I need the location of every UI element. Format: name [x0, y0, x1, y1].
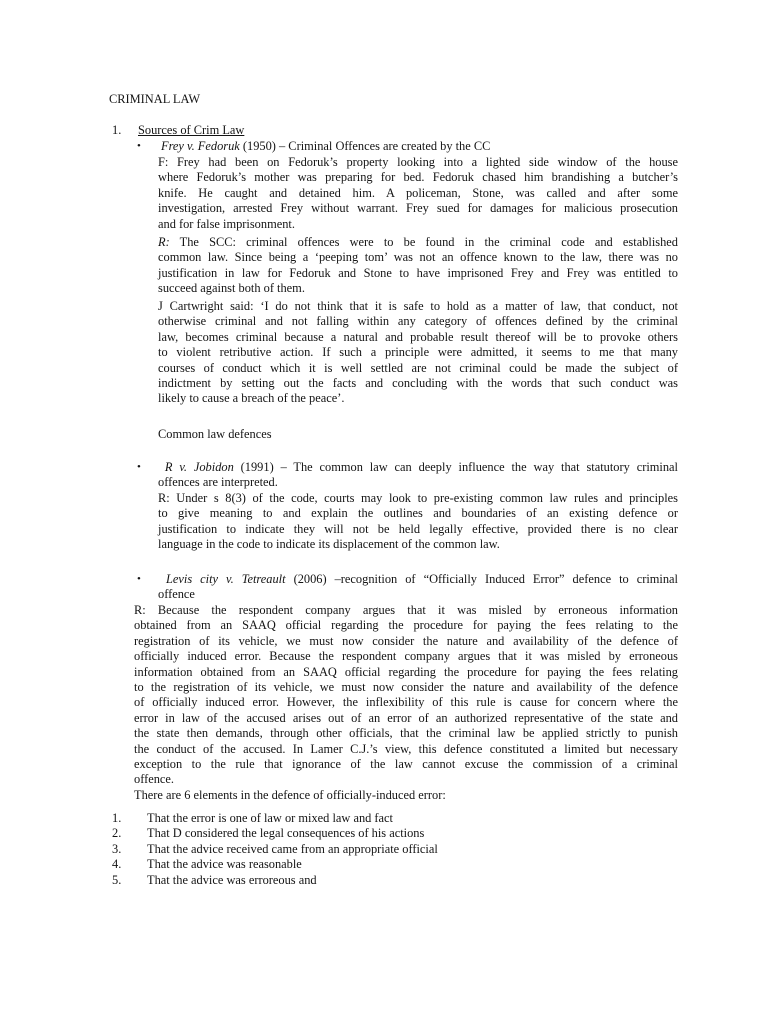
text-line: obtained from an SAAQ official regarding the procedure for paying the fees relating to the — [134, 618, 678, 633]
text-line: J Cartwright said: ‘I do not think that it is safe to hold as a matter of law, that conduct, not — [158, 299, 678, 313]
text-line: to violent retributive action. If such a principle were admitted, it seems to me that many — [158, 345, 678, 360]
text-line: and for false imprisonment. — [158, 216, 295, 231]
text-line: investigation, arrested Frey without warrant. Frey sued for damages for malicious prosecution — [158, 201, 678, 216]
text-line: offence. — [134, 772, 175, 787]
text-line: language in the code to indicate its displacement of the common law. — [158, 537, 500, 552]
bullet-icon: • — [137, 140, 141, 152]
list-item-text: That D considered the legal consequences of his actions — [147, 826, 425, 840]
list-item-text: That the advice was erroreous and — [147, 873, 317, 887]
case-name: R v. Jobidon — [164, 460, 234, 474]
list-item-text: That the advice received came from an appropriate official — [147, 842, 438, 856]
text-line: R: Under s 8(3) of the code, courts may look to pre-existing common law rules and principles — [158, 490, 678, 505]
text-line: of officially induced error. However, the inflexibility of this rule is cause for concern where the — [134, 695, 678, 710]
text-line: justification to indicate they will not be held legally effective, provided there is no clear — [158, 521, 678, 536]
levis-ruling-paragraph — [134, 603, 678, 803]
text-line: error in law of the accused arises out of an error of an authorized representative of the state and — [134, 710, 678, 725]
text-line: R: Because the respondent company argues that it was misled by erroneous information — [134, 603, 678, 617]
case-block-jobidon — [158, 460, 678, 552]
text-line: succeed against both of them. — [158, 281, 305, 296]
text-line: to the registration of its vehicle, we must now consider the nature and availability of the defence — [134, 680, 678, 695]
list-item-number: 1. — [112, 811, 122, 825]
case-block-levis — [158, 572, 678, 603]
case-heading-frey — [161, 139, 490, 154]
case-summary: (1950) – Criminal Offences are created by the CC — [239, 139, 491, 153]
text-line: the state then demands, through other officials, that the criminal law be applied strictly to punish — [134, 726, 678, 741]
text-line: F: Frey had been on Fedoruk’s property looking into a lighted side window of the house — [158, 155, 678, 169]
text-line: indictment by setting out the facts and concluding with the words that such conduct was — [158, 376, 678, 391]
case-name: Levis city v. Tetreault — [166, 572, 286, 586]
text-line: likely to cause a breach of the peace’. — [158, 391, 345, 406]
text-line: law, becomes criminal because a natural and probable result thereof will be to provoke others — [158, 329, 678, 344]
case-summary: (2006) –recognition of “Officially Induced Error” defence to criminal — [285, 572, 678, 586]
list-item-text: That the error is one of law or mixed law and fact — [147, 811, 393, 825]
document-title: CRIMINAL LAW — [109, 92, 201, 106]
list-item-number: 3. — [112, 842, 122, 856]
section-title: Sources of Crim Law — [138, 123, 245, 137]
case-summary: (1991) – The common law can deeply influence the way that statutory criminal — [233, 460, 678, 474]
text-line: officially induced error. Because the respondent company argues that it was misled by erroneous — [134, 649, 678, 664]
bullet-icon: • — [137, 573, 141, 585]
text-line: exception to the rule that ignorance of the law cannot excuse the commission of a criminal — [134, 757, 678, 772]
list-item-number: 4. — [112, 857, 122, 871]
subheading-common-law-defences: Common law defences — [158, 427, 272, 441]
ruling-label: R: — [158, 235, 170, 249]
text-line: offences are interpreted. — [158, 475, 278, 490]
list-item-text: That the advice was reasonable — [147, 857, 302, 871]
section-number: 1. — [112, 123, 122, 137]
text-line: registration of its vehicle, we must now consider the nature and availability of the defence of — [134, 633, 678, 648]
text-line: courses of conduct which it is well settled are not criminal could be made the subject of — [158, 360, 678, 375]
text-line: common law. Since being a ‘peeping tom’ was not an offence known to the law, there was no — [158, 250, 678, 265]
text-line: offence — [158, 587, 195, 602]
text-line: the conduct of the accused. In Lamer C.J.’s view, this defence constituted a limited but necessary — [134, 741, 678, 756]
text-line: information obtained from an SAAQ official regarding the procedure for paying the fees relating — [134, 664, 678, 679]
case-heading-levis — [158, 572, 678, 587]
ruling-text: The SCC: criminal offences were to be found in the criminal code and established — [169, 235, 678, 249]
text-line: otherwise criminal and not falling within any category of offences defined by the criminal — [158, 314, 678, 329]
text-line: justification in law for Fedoruk and Stone to have imprisoned Frey and Frey was entitled to — [158, 265, 678, 280]
ruling-paragraph — [158, 235, 678, 297]
text-line: where Fedoruk’s mother was preparing for bed. Fedoruk chased him brandishing a butcher’s — [158, 170, 678, 185]
elements-intro: There are 6 elements in the defence of officially-induced error: — [134, 787, 446, 802]
case-name: Frey v. Fedoruk — [161, 139, 240, 153]
text-line — [158, 235, 678, 250]
case-heading-jobidon — [158, 460, 678, 475]
text-line: to give meaning to and explain the outlines and boundaries of an existing defence or — [158, 506, 678, 521]
list-item-number: 2. — [112, 826, 122, 840]
bullet-icon: • — [137, 461, 141, 473]
facts-paragraph — [158, 155, 678, 232]
quote-paragraph — [158, 299, 678, 407]
text-line: knife. He caught and detained him. A policeman, Stone, was called and after some — [158, 185, 678, 200]
list-item-number: 5. — [112, 873, 122, 887]
